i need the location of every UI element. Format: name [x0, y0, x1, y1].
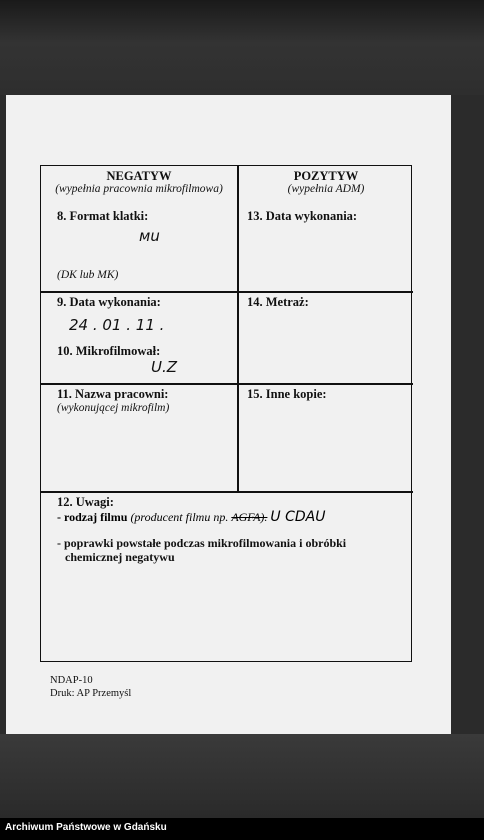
- lab-name-label: 11. Nazwa pracowni:: [57, 387, 169, 401]
- date-value: 24 . 01 . 11 .: [69, 316, 165, 334]
- row-divider-2: [41, 383, 413, 385]
- print-info: Druk: AP Przemyśl: [50, 688, 132, 699]
- form-table: [40, 165, 412, 662]
- negatyw-subtitle: (wypełnia pracownia mikrofilmowa): [55, 183, 223, 195]
- negatyw-title: NEGATYW: [106, 169, 172, 183]
- scan-border-top: [0, 0, 484, 95]
- corrections-line-1: - poprawki powstałe podczas mikrofilmowania i obróbki: [57, 536, 347, 550]
- document-card: [6, 95, 451, 734]
- film-type-label: - rodzaj filmu: [57, 510, 128, 524]
- scan-border-bottom: [0, 734, 484, 818]
- filmed-by-value: U.Z: [151, 358, 178, 376]
- film-type-line: [57, 509, 326, 525]
- film-type-value: U CDAU: [270, 509, 326, 525]
- pozytyw-title: POZYTYW: [293, 169, 359, 183]
- date-label: 9. Data wykonania:: [57, 295, 161, 309]
- other-copies-label: 15. Inne kopie:: [247, 387, 327, 401]
- row-divider-1: [41, 291, 413, 293]
- format-value: мu: [139, 227, 160, 245]
- form-code: NDAP-10: [50, 675, 93, 686]
- pozytyw-subtitle: (wypełnia ADM): [287, 183, 365, 195]
- remarks-label: 12. Uwagi:: [57, 495, 114, 509]
- film-type-struck: AGFA).: [231, 510, 268, 524]
- format-label: 8. Format klatki:: [57, 209, 149, 223]
- archive-label: Archiwum Państwowe w Gdańsku: [5, 822, 167, 833]
- filmed-by-label: 10. Mikrofilmował:: [57, 344, 161, 358]
- column-divider: [237, 166, 239, 491]
- corrections-line-2: chemicznej negatywu: [65, 550, 175, 564]
- film-type-note: (producent filmu np.: [130, 510, 229, 524]
- positive-date-label: 13. Data wykonania:: [247, 209, 358, 223]
- row-divider-3: [41, 491, 413, 493]
- lab-name-note: (wykonującej mikrofilm): [57, 402, 170, 414]
- length-label: 14. Metraż:: [247, 295, 309, 309]
- format-note: (DK lub MK): [57, 269, 119, 281]
